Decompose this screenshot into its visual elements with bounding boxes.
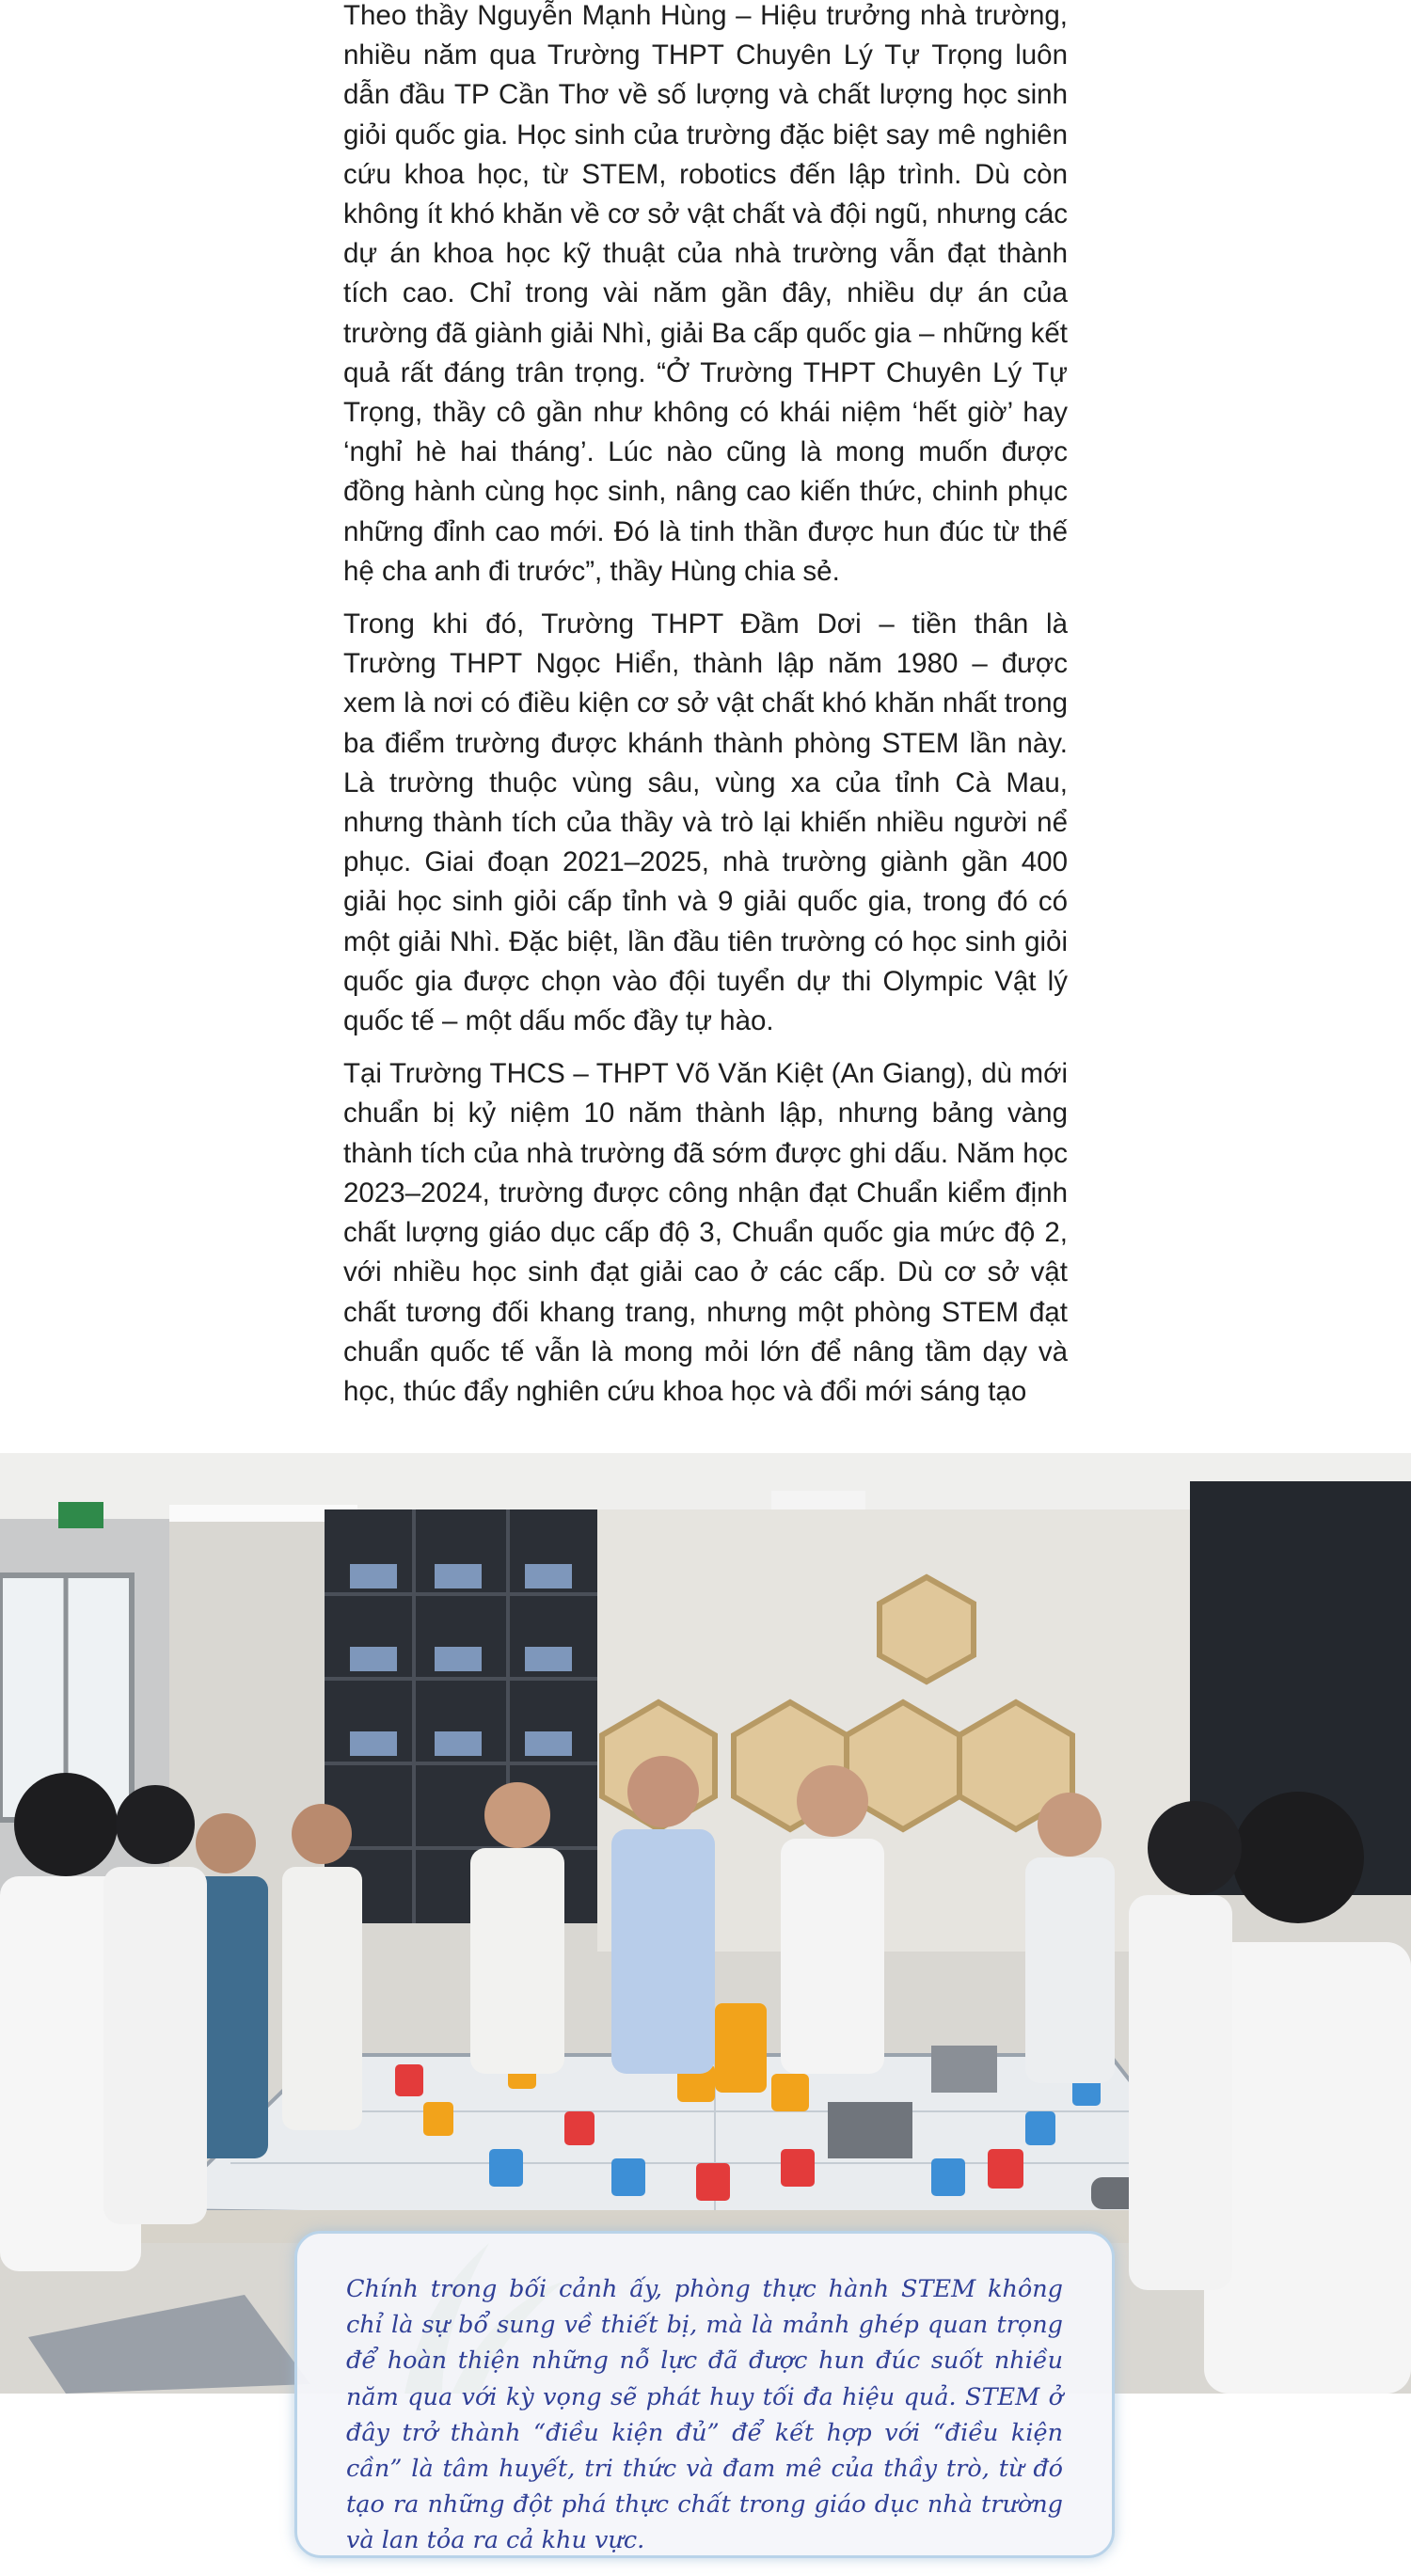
article-body xyxy=(343,0,1068,1425)
quote-callout-box xyxy=(294,2231,1115,2558)
robot xyxy=(828,2102,912,2158)
honeycomb-shelf xyxy=(880,1577,974,1682)
exit-sign xyxy=(58,1502,103,1528)
article-paragraph-2: Trong khi đó, Trường THPT Đầm Dơi – tiền thân là Trường THPT Ngọc Hiển, thành lập năm 1980 – được xem là nơi có điều kiện cơ sở vật chất khó khăn nhất trong ba điểm trường được khánh thành phòng STEM lần này. Là trường thuộc vùng sâu, vùng xa của tỉnh Cà Mau, nhưng thành tích của thầy và trò lại khiến nhiều người nể phục. Giai đoạn 2021–2025, nhà trường giành gần 400 giải học sinh giỏi cấp tỉnh và 9 giải quốc gia, trong đó có một giải Nhì. Đặc biệt, lần đầu tiên trường có học sinh giỏi quốc gia được chọn vào đội tuyển dự thi Olympic Vật lý quốc tế – một dấu mốc đầy tự hào. xyxy=(343,608,1068,1037)
callout-text: Chính trong bối cảnh ấy, phòng thực hành STEM không chỉ là sự bổ sung về thiết bị, mà là mảnh ghép quan trọng để hoàn thiện những nỗ lực đã được hun đúc suốt nhiều năm qua với kỳ vọng sẽ phát huy tối đa hiệu quả. STEM ở đây trở thành “điều kiện đủ” để kết hợp với “điều kiện cần” là tâm huyết, tri thức và đam mê của thầy trò, từ đó tạo ra những đột phá thực chất trong giáo dục nhà trường và lan tỏa ra cả khu vực. xyxy=(346,2275,1063,2555)
article-paragraph-1: Theo thầy Nguyễn Mạnh Hùng – Hiệu trưởng nhà trường, nhiều năm qua Trường THPT Chuyên Lý Tự Trọng luôn dẫn đầu TP Cần Thơ về số lượng và chất lượng học sinh giỏi quốc gia. Học sinh của trường đặc biệt say mê nghiên cứu khoa học, từ STEM, robotics đến lập trình. Dù còn không ít khó khăn về cơ sở vật chất và đội ngũ, nhưng các dự án khoa học kỹ thuật của nhà trường vẫn đạt thành tích cao. Chỉ trong vài năm gần đây, nhiều dự án của trường đã giành giải Nhì, giải Ba cấp quốc gia – những kết quả rất đáng trân trọng. “Ở Trường THPT Chuyên Lý Tự Trọng, thầy cô gần như không có khái niệm ‘hết giờ’ hay ‘nghỉ hè hai tháng’. Lúc nào cũng là mong muốn được đồng hành cùng học sinh, nâng cao kiến thức, chinh phục những đỉnh cao mới. Đó là tinh thần được hun đúc từ thế hệ cha anh đi trước”, thầy Hùng chia sẻ. xyxy=(343,0,1068,587)
article-paragraph-3: Tại Trường THCS – THPT Võ Văn Kiệt (An Giang), dù mới chuẩn bị kỷ niệm 10 năm thành lập, nhưng bảng vàng thành tích của nhà trường đã sớm được ghi dấu. Năm học 2023–2024, trường được công nhận đạt Chuẩn kiểm định chất lượng giáo dục cấp độ 3, Chuẩn quốc gia mức độ 2, với nhiều học sinh đạt giải cao ở các cấp. Dù cơ sở vật chất tương đối khang trang, nhưng một phòng STEM đạt chuẩn quốc tế vẫn là mong mỏi lớn để nâng tầm dạy và học, thúc đẩy nghiên cứu khoa học và đổi mới sáng tạo xyxy=(343,1058,1068,1407)
